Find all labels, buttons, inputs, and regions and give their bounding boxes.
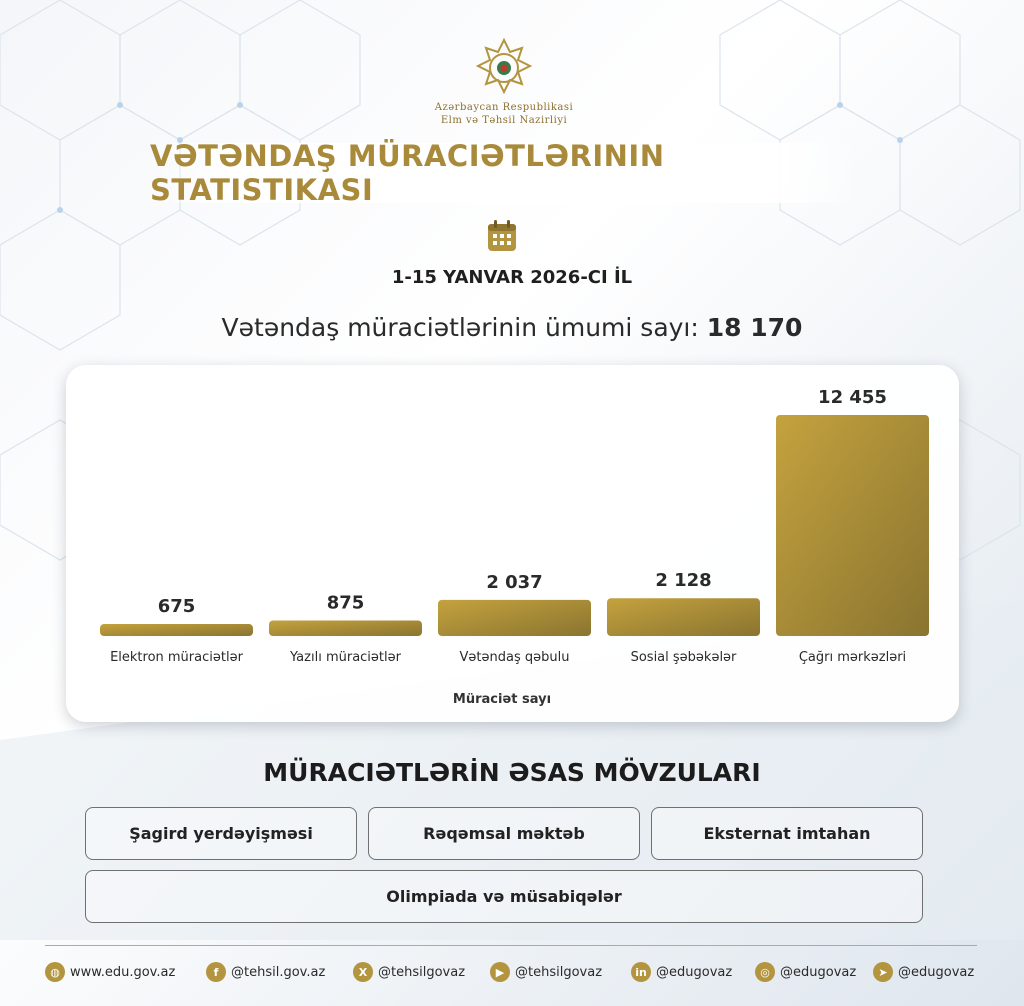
topic-pill: Şagird yerdəyişməsi	[85, 807, 357, 860]
total-label: Vətəndaş müraciətlərinin ümumi sayı:	[221, 313, 699, 342]
x-icon: X	[353, 962, 373, 982]
ministry-name	[380, 101, 628, 127]
bar-value-label: 2 128	[655, 570, 712, 592]
category-label: Vətəndaş qəbulu	[459, 650, 570, 665]
linkedin-icon: in	[631, 962, 651, 982]
title-band	[150, 139, 862, 207]
footer-link-linkedin[interactable]	[631, 961, 732, 983]
footer-link-text: www.edu.gov.az	[70, 964, 176, 980]
instagram-icon: ◎	[755, 962, 775, 982]
calendar-icon	[487, 220, 517, 252]
footer-link-text: @tehsil.gov.az	[231, 964, 326, 980]
ministry-line-1: Azərbaycan Respublikasi	[434, 102, 574, 113]
globe-icon: ◍	[45, 962, 65, 982]
footer-link-facebook[interactable]	[206, 961, 325, 983]
bar	[776, 415, 929, 636]
footer-link-text: @edugovaz	[656, 964, 733, 980]
category-label: Yazılı müraciətlər	[290, 650, 401, 665]
topic-pill: Eksternat imtahan	[651, 807, 923, 860]
category-label: Sosial şəbəkələr	[630, 650, 737, 665]
bar-value-label: 875	[326, 592, 365, 614]
report-period: 1-15 YANVAR 2026-CI İL	[391, 267, 633, 288]
bar	[438, 600, 591, 636]
facebook-icon: f	[206, 962, 226, 982]
bar-value-label: 2 037	[486, 571, 543, 593]
bar-chart	[66, 365, 959, 722]
bar	[100, 624, 253, 636]
chart-card	[66, 365, 959, 722]
bar	[269, 620, 422, 636]
category-label: Çağrı mərkəzləri	[798, 650, 907, 665]
footer-link-x[interactable]	[353, 961, 465, 983]
footer-link-text: @edugovaz	[898, 964, 975, 980]
youtube-icon: ▶	[490, 962, 510, 982]
category-label: Elektron müraciətlər	[110, 650, 243, 665]
footer-link-youtube[interactable]	[490, 961, 602, 983]
telegram-icon: ➤	[873, 962, 893, 982]
topics-title: MÜRACIƏTLƏRİN ƏSAS MÖVZULARI	[263, 758, 761, 787]
footer-link-text: @tehsilgovaz	[378, 964, 466, 980]
bar-value-label: 675	[157, 596, 196, 618]
page-title: VƏTƏNDAŞ MÜRACIƏTLƏRININ STATISTIKASI	[150, 139, 665, 207]
topic-pill: Olimpiada və müsabiqələr	[85, 870, 923, 923]
total-requests	[150, 313, 874, 342]
footer-link-text: @edugovaz	[780, 964, 857, 980]
footer-link-telegram[interactable]	[873, 961, 974, 983]
ministry-emblem-icon	[472, 36, 536, 100]
topic-pill: Rəqəmsal məktəb	[368, 807, 640, 860]
footer-link-text: @tehsilgovaz	[515, 964, 603, 980]
bar	[607, 598, 760, 636]
footer-link-website[interactable]	[45, 961, 175, 983]
x-axis-label: Müraciət sayı	[452, 692, 552, 707]
footer-link-instagram[interactable]	[755, 961, 856, 983]
ministry-line-2: Elm və Təhsil Nazirliyi	[440, 115, 568, 126]
footer-divider	[45, 945, 977, 946]
total-value: 18 170	[706, 313, 803, 342]
bar-value-label: 12 455	[818, 387, 887, 408]
